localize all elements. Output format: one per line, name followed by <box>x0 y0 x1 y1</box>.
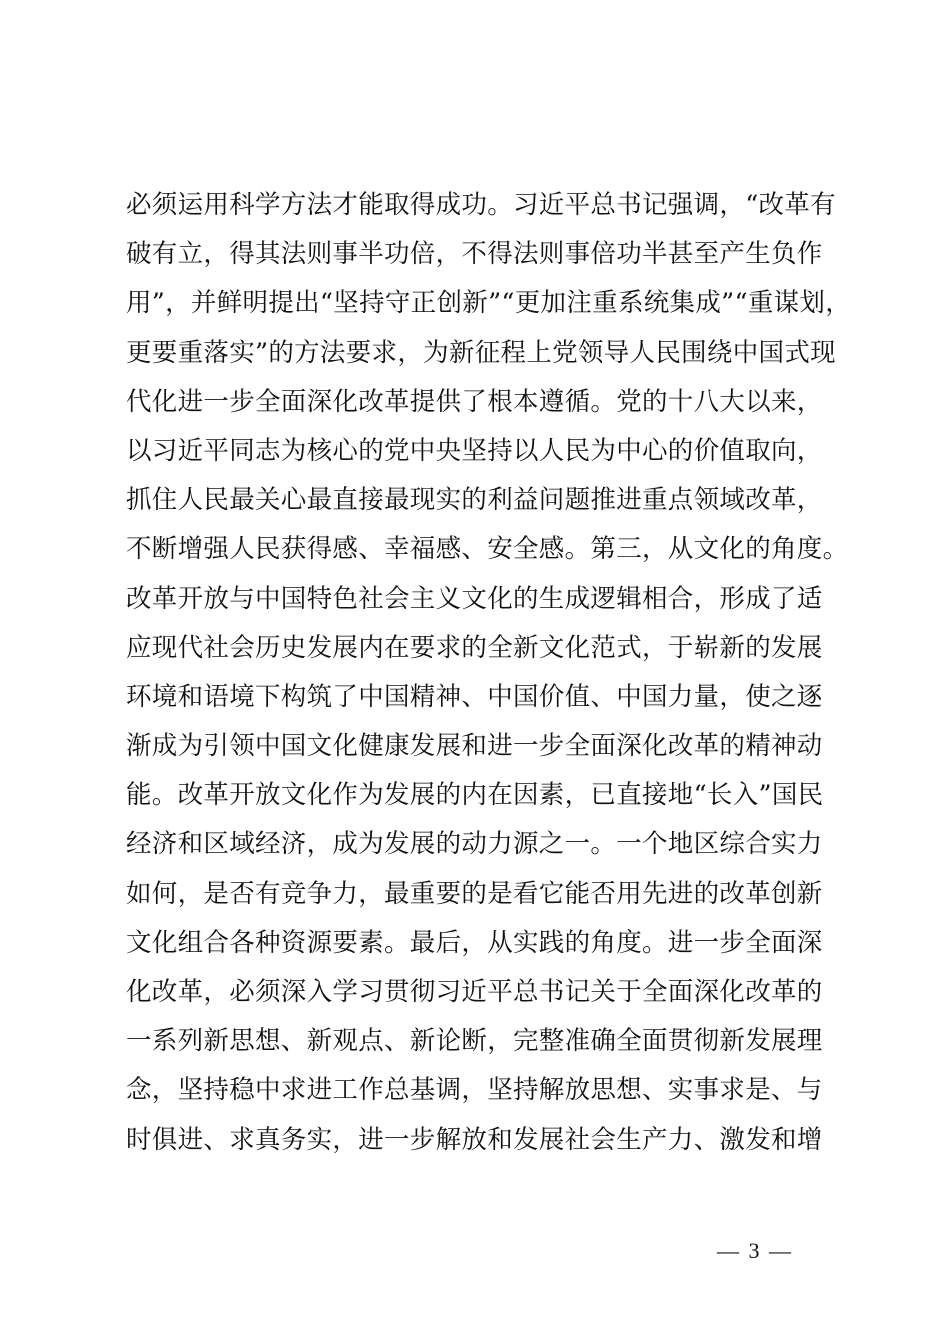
text-line-1: 必须运用科学方法才能取得成功。习近平总书记强调，“改革有 <box>126 190 836 220</box>
text-line-16: 文化组合各种资源要素。最后，从实践的角度。进一步全面深 <box>126 927 823 958</box>
text-line-19: 念，坚持稳中求进工作总基调，坚持解放思想、实事求是、与 <box>126 1075 823 1106</box>
text-line-6: 以习近平同志为核心的党中央坚持以人民为中心的价值取向， <box>126 435 823 466</box>
text-line-5: 代化进一步全面深化改革提供了根本遵循。党的十八大以来， <box>126 386 823 417</box>
text-line-18: 一系列新思想、新观点、新论断，完整准确全面贯彻新发展理 <box>126 1026 823 1057</box>
text-line-12: 渐成为引领中国文化健康发展和进一步全面深化改革的精神动 <box>126 731 823 762</box>
body-text <box>126 181 856 1165</box>
text-line-15: 如何，是否有竞争力，最重要的是看它能否用先进的改革创新 <box>126 878 823 909</box>
text-line-3: 用”，并鲜明提出“坚持守正创新”“更加注重系统集成”“重谋划， <box>126 288 852 319</box>
text-line-4: 更要重落实”的方法要求，为新征程上党领导人民围绕中国式现 <box>126 337 836 368</box>
text-line-10: 应现代社会历史发展内在要求的全新文化范式，于崭新的发展 <box>126 632 823 663</box>
text-line-9: 改革开放与中国特色社会主义文化的生成逻辑相合，形成了适 <box>126 583 823 614</box>
text-line-8: 不断增强人民获得感、幸福感、安全感。第三，从文化的角度。 <box>126 534 849 565</box>
text-line-7: 抓住人民最关心最直接最现实的利益问题推进重点领域改革， <box>126 485 823 516</box>
text-line-20: 时俱进、求真务实，进一步解放和发展社会生产力、激发和增 <box>126 1124 823 1155</box>
text-line-11: 环境和语境下构筑了中国精神、中国价值、中国力量，使之逐 <box>126 681 823 712</box>
page-number: — 3 — <box>717 1238 793 1263</box>
text-line-2: 破有立，得其法则事半功倍，不得法则事倍功半甚至产生负作 <box>126 239 823 270</box>
text-line-13: 能。改革开放文化作为发展的内在因素，已直接地“长入”国民 <box>126 780 824 811</box>
text-line-14: 经济和区域经济，成为发展的动力源之一。一个地区综合实力 <box>126 829 823 860</box>
text-line-17: 化改革，必须深入学习贯彻习近平总书记关于全面深化改革的 <box>126 977 823 1007</box>
